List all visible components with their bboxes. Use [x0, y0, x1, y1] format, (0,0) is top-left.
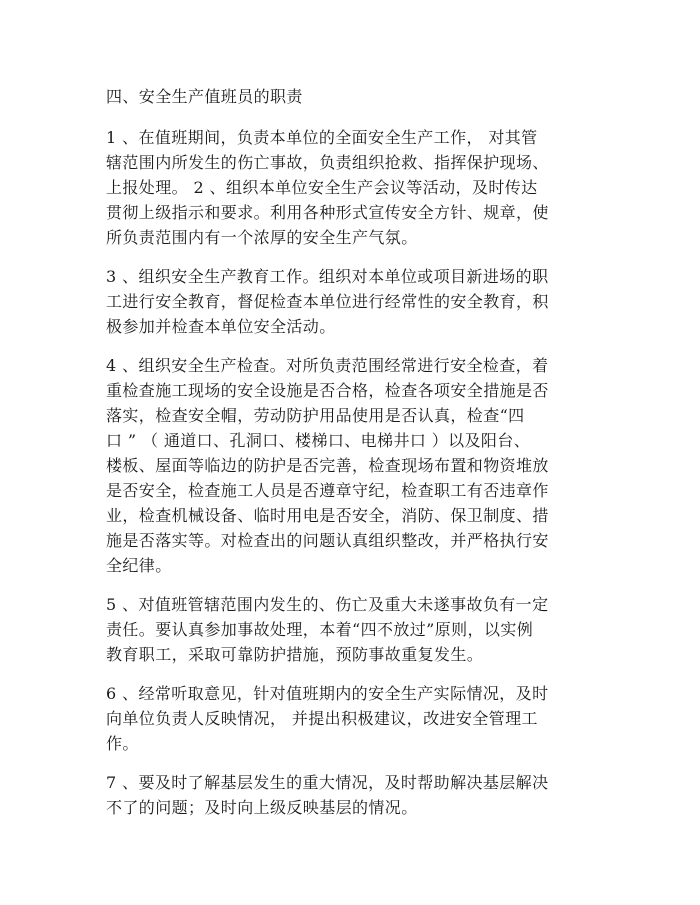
paragraph-line: 楼板、屋面等临边的防护是否完善，检查现场布置和物资堆放	[106, 456, 549, 475]
paragraph-line: 4 、组织安全生产检查。对所负责范围经常进行安全检查，着	[106, 356, 549, 375]
paragraph-line: 7 、要及时了解基层发生的重大情况，及时帮助解决基层解决	[106, 773, 549, 792]
paragraph-line: 责任。要认真参加事故处理，本着“四不放过”原则，以实例	[106, 620, 534, 639]
paragraph-line: 1 、在值班期间，负责本单位的全面安全生产工作， 对其管	[106, 128, 538, 147]
paragraph-line: 教育职工，采取可靠防护措施，预防事故重复发生。	[106, 645, 484, 664]
paragraph-line: 向单位负责人反映情况， 并提出积极建议，改进安全管理工	[106, 709, 538, 728]
paragraph-line: 是否安全，检查施工人员是否遵章守纪，检查职工有否违章作	[106, 481, 549, 500]
paragraph-4	[106, 592, 602, 667]
paragraph-line: 业，检查机械设备、临时用电是否安全，消防、保卫制度、措	[106, 506, 549, 525]
paragraph-line: 极参加并检查本单位安全活动。	[106, 317, 336, 336]
paragraph-line: 全纪律。	[106, 556, 172, 575]
paragraph-line: 施是否落实等。对检查出的问题认真组织整改，并严格执行安	[106, 531, 549, 550]
paragraph-6	[106, 770, 602, 820]
paragraph-3	[106, 353, 602, 578]
paragraph-line: 落实，检查安全帽，劳动防护用品使用是否认真，检查“四	[106, 406, 525, 425]
paragraph-line: 工进行安全教育，督促检查本单位进行经常性的安全教育，积	[106, 292, 549, 311]
paragraph-2	[106, 264, 602, 339]
paragraph-list	[106, 125, 602, 820]
paragraph-line: 重检查施工现场的安全设施是否合格，检查各项安全措施是否	[106, 381, 549, 400]
paragraph-line: 3 、组织安全生产教育工作。组织对本单位或项目新进场的职	[106, 267, 549, 286]
document-body	[106, 84, 602, 834]
paragraph-line: 所负责范围内有一个浓厚的安全生产气氛。	[106, 228, 418, 247]
paragraph-line: 6 、经常听取意见，针对值班期内的安全生产实际情况，及时	[106, 684, 549, 703]
section-heading: 四、安全生产值班员的职责	[106, 87, 303, 106]
paragraph-line: 辖范围内所发生的伤亡事故，负责组织抢救、指挥保护现场、	[106, 153, 549, 172]
paragraph-5	[106, 681, 602, 756]
paragraph-1	[106, 125, 602, 250]
paragraph-line: 上报处理。 2 、组织本单位安全生产会议等活动，及时传达	[106, 178, 538, 197]
paragraph-line: 5 、对值班管辖范围内发生的、伤亡及重大未遂事故负有一定	[106, 595, 549, 614]
paragraph-line: 作。	[106, 734, 139, 753]
paragraph-line: 不了的问题；及时向上级反映基层的情况。	[106, 798, 418, 817]
paragraph-line: 贯彻上级指示和要求。利用各种形式宣传安全方针、规章，使	[106, 203, 549, 222]
paragraph-line: 口 ” （ 通道口、孔洞口、楼梯口、电梯井口 ）以及阳台、	[106, 431, 531, 450]
